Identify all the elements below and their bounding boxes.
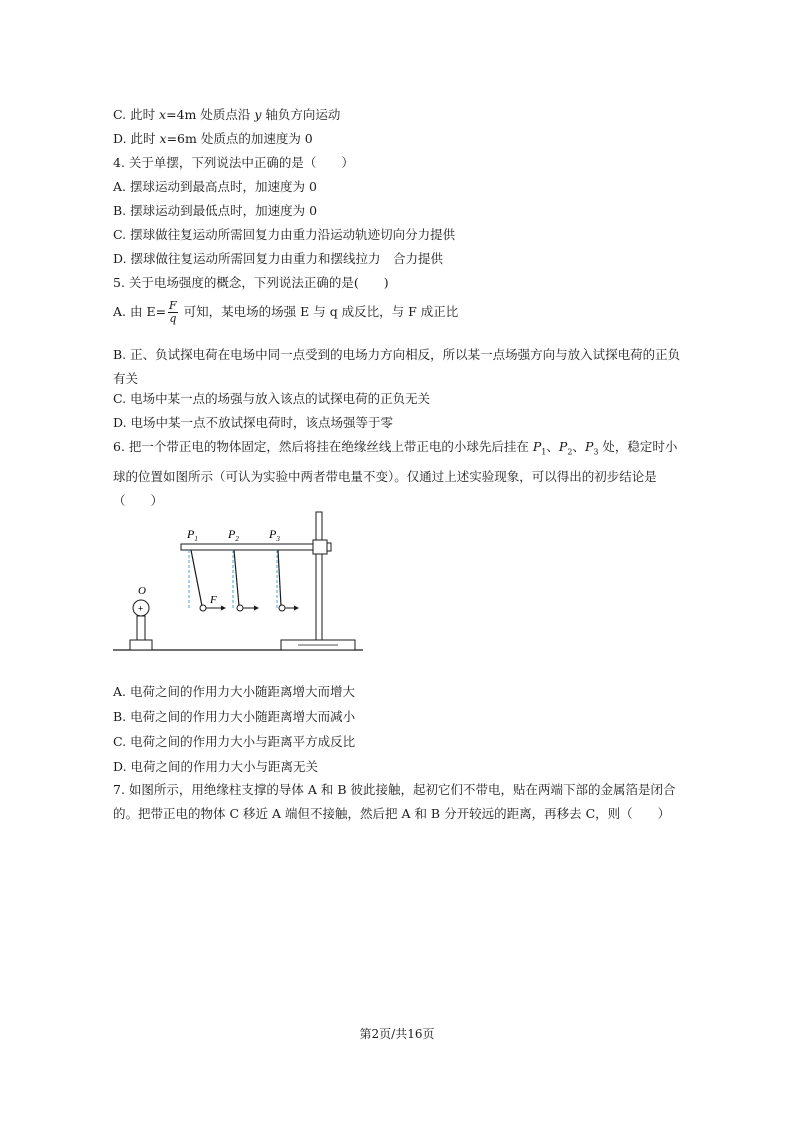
ball-p3 [279, 605, 285, 611]
q3-optc-pre: C. 此时 [113, 107, 160, 122]
q5-option-c: C. 电场中某一点的场强与放入该点的试探电荷的正负无关 [113, 391, 431, 406]
q5-opta-post: 可知，某电场的场强 E 与 q 成反比，与 F 成正比 [179, 304, 459, 319]
var-y: y [254, 107, 262, 122]
fraction-f-over-q [168, 300, 178, 325]
page-number: 第2页/共16页 [359, 1027, 435, 1041]
q6-option-d: D. 电荷之间的作用力大小与距离无关 [113, 759, 319, 774]
q5-opta-pre: A. 由 E= [113, 304, 167, 319]
q7-stem: 7. 如图所示，用绝缘柱支撑的导体 A 和 B 彼此接触，起初它们不带电，贴在两端下部的金属箔是闭合的。把带正电的物体 C 移近 A 端但不接触，然后把 A 和 B 分开较远的距离，再移去 C，则（ ） [113, 782, 676, 821]
separator: 、 [572, 439, 585, 454]
coulomb-experiment-figure [113, 510, 365, 656]
post-base [130, 640, 152, 650]
q5-stem: 5. 关于电场强度的概念，下列说法正确的是( ) [113, 275, 389, 290]
fraction-denominator: q [169, 312, 177, 325]
q3-option-d [113, 131, 313, 147]
p3-symbol: P [584, 439, 594, 454]
q5-option-a [113, 300, 458, 325]
q4-stem: 4. 关于单摆，下列说法中正确的是（ ） [113, 155, 354, 170]
insulating-post [137, 616, 145, 640]
q5-option-b: B. 正、负试探电荷在电场中同一点受到的电场力方向相反，所以某一点场强方向与放入试探电荷的正负有关 [113, 347, 681, 386]
label-p2: $P_2$ [228, 527, 239, 543]
ball-p2 [237, 605, 243, 611]
label-o: O [138, 585, 146, 597]
arrowhead-icon [254, 606, 259, 611]
var-x: x [159, 131, 167, 146]
p3-subscript: 3 [593, 447, 599, 457]
p2-symbol: P [558, 439, 568, 454]
q6-option-a: A. 电荷之间的作用力大小随距离增大而增大 [113, 684, 355, 699]
p1-subscript: 1 [541, 447, 547, 457]
arrowhead-icon [294, 606, 299, 611]
p1-symbol: P [532, 439, 542, 454]
p2-subscript: 2 [567, 447, 573, 457]
q3-optc-post: 轴负方向运动 [261, 107, 341, 122]
ball-p1 [200, 605, 206, 611]
q6-stem-b: 处，稳定时小球的位置如图所示（可认为实验中两者带电量不变）。仅通过上述实验现象，可以得出的初步结论是（ ） [113, 439, 678, 508]
q6-option-c: C. 电荷之间的作用力大小与距离平方成反比 [113, 734, 356, 749]
q5-option-d: D. 电场中某一点不放试探电荷时，该点场强等于零 [113, 415, 394, 430]
q4-option-b: B. 摆球运动到最低点时，加速度为 0 [113, 203, 318, 218]
q6-option-b: B. 电荷之间的作用力大小随距离增大而减小 [113, 709, 356, 724]
var-x: x [159, 107, 167, 122]
plus-sign-icon: + [138, 603, 144, 614]
q3-option-c [113, 107, 340, 123]
stand-pole [316, 512, 322, 640]
thread-p1 [191, 550, 202, 606]
q4-option-d: D. 摆球做往复运动所需回复力由重力和摆线拉力 合力提供 [113, 251, 444, 266]
q6-stem [113, 435, 683, 513]
clamp-screw [327, 543, 331, 551]
fraction-numerator: F [169, 299, 177, 312]
q6-stem-a: 6. 把一个带正电的物体固定，然后将挂在绝缘丝线上带正电的小球先后挂在 [113, 439, 533, 454]
label-p3: $P_3$ [269, 527, 280, 543]
label-force: F [210, 594, 217, 606]
separator: 、 [546, 439, 559, 454]
clamp [313, 540, 327, 554]
label-p1: $P_1$ [187, 527, 198, 543]
thread-p3 [278, 550, 281, 606]
q3-optc-mid: =4m 处质点沿 [166, 107, 255, 122]
arrowhead-icon [221, 606, 226, 611]
q3-optd-post: =6m 处质点的加速度为 0 [166, 131, 313, 146]
horizontal-bar [181, 544, 327, 550]
q4-option-c: C. 摆球做往复运动所需回复力由重力沿运动轨迹切向分力提供 [113, 227, 456, 242]
thread-p2 [234, 550, 239, 606]
q3-optd-pre: D. 此时 [113, 131, 160, 146]
q4-option-a: A. 摆球运动到最高点时，加速度为 0 [113, 179, 317, 194]
